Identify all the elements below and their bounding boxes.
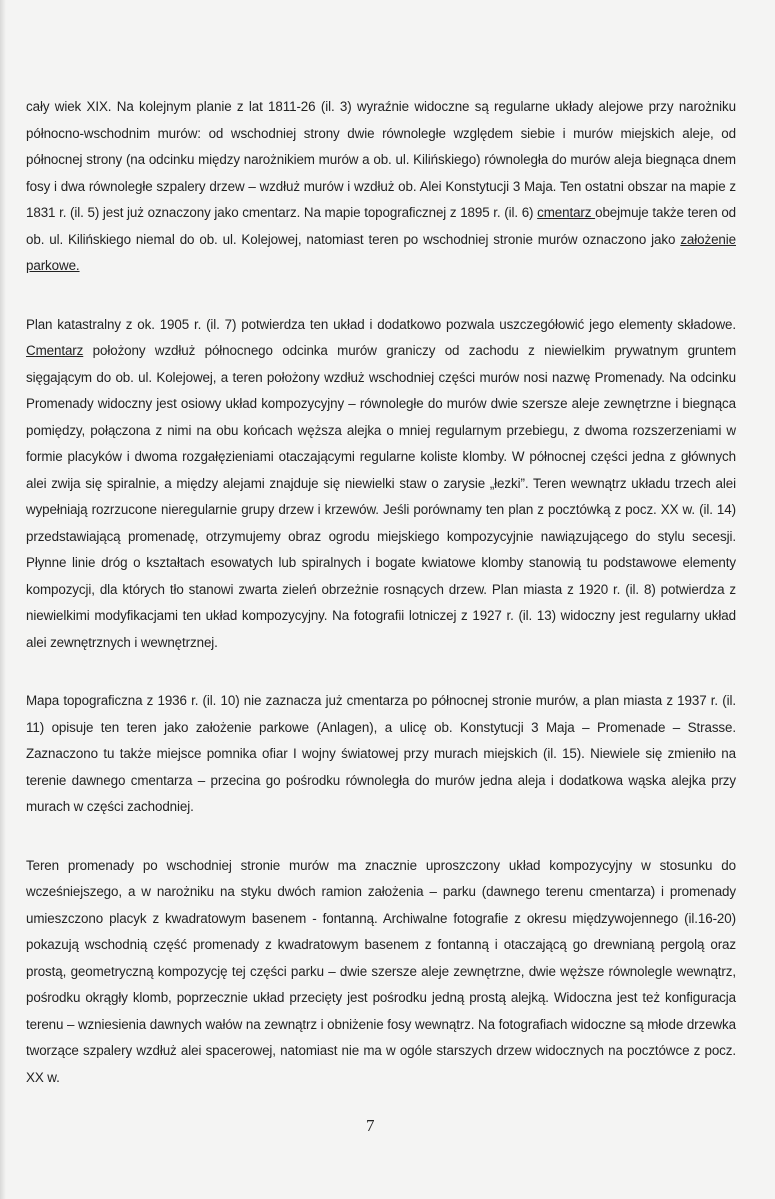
underlined-term-cmentarz-2: Cmentarz <box>26 343 84 358</box>
page-number: 7 <box>366 1116 375 1135</box>
page-edge-shadow <box>0 0 6 1199</box>
paragraph-4-text: Teren promenady po wschodniej stronie murów ma znacznie uproszczony układ kompozycyjny w stosunku do wcześniejszego, a w narożniku na styku dwóch ramion założenia – parku (dawnego terenu cmentarza) i promenady umieszczono placyk z kwadratowym basenem - fontanną. Archiwalne fotografie z okresu międzywojennego (il.16-20) pokazują wschodnią część promenady z kwadratowym basenem z fontanną i otaczającą go drewnianą pergolą oraz prostą, geometryczną kompozycję tej części parku – dwie szersze aleje zewnętrzne, dwie węższe równolegle wewnątrz, pośrodku okrągły klomb, poprzecznie układ przecięty jest pośrodku jedną prostą alejką. Widoczna jest też konfiguracja terenu – wzniesienia dawnych wałów na zewnątrz i obniżenie fosy wewnątrz. Na fotografiach widoczne są młode drzewka tworzące szpalery wzdłuż alei spacerowej, natomiast nie ma w ogóle starszych drzew widocznych na pocztówce z pocz. XX w. <box>26 857 736 1085</box>
paragraph-2-text-b: położony wzdłuż północnego odcinka murów graniczy od zachodu z niewielkim prywatnym gruntem sięgającym do ob. ul. Kolejowej, a teren położony wzdłuż wschodniej części murów nosi nazwę Promenady. Na odcinku Promenady widoczny jest osiowy układ kompozycyjny – równoległe do murów dwie szersze aleje zewnętrzne i biegnąca pomiędzy, połączona z nimi na obu końcach węższa alejka o mniej regularnym przebiegu, z dwoma rozszerzeniami w formie placyków i dwoma rozgałęzieniami otaczającymi regularne koliste klomby. W północnej części jedna z głównych alei zwija się spiralnie, a między alejami znajduje się niewielki staw o zarysie „łezki”. Teren wewnątrz układu trzech alei wypełniają rozrzucone nieregularnie grupy drzew i krzewów. Jeśli porównamy ten plan z pocztówką z pocz. XX w. (il. 14) przedstawiającą promenadę, otrzymujemy obraz ogrodu miejskiego kompozycyjnie nawiązującego do stylu secesji. Płynne linie dróg o kształtach esowatych lub spiralnych i bogate kwiatowe klomby stanowią tu podstawowe elementy kompozycji, dla których tło stanowi zwarta zieleń obrzeżnie rosnących drzew. Plan miasta z 1920 r. (il. 8) potwierdza z niewielkimi modyfikacjami ten układ kompozycyjny. Na fotografii lotniczej z 1927 r. (il. 13) widoczny jest regularny układ alei zewnętrznych i wewnętrznej. <box>26 343 736 650</box>
paragraph-1-text-a: cały wiek XIX. Na kolejnym planie z lat 1811-26 (il. 3) wyraźnie widoczne są regularne układy alejowe przy narożniku północno-wschodnim murów: od wschodniej strony dwie równoległe względem siebie i murów miejskich aleje, od północnej strony (na odcinku między narożnikiem murów a ob. ul. Kilińskiego) równoległa do murów aleja biegnąca dnem fosy i dwa równoległe szpalery drzew – wzdłuż murów i wzdłuż ob. Alei Konstytucji 3 Maja. Ten ostatni obszar na mapie z 1831 r. (il. 5) jest już oznaczony jako cmentarz. Na mapie topograficznej z 1895 r. (il. 6) <box>26 99 736 220</box>
paragraph-2 <box>26 312 736 657</box>
paragraph-3 <box>26 688 736 821</box>
paragraph-1-text-b: obejmuje także teren od ob. ul. Kilińskiego niemal do ob. ul. Kolejowej, natomiast teren po wschodniej stronie murów oznaczono jako <box>26 205 737 247</box>
body-text <box>26 94 736 1123</box>
paragraph-4 <box>26 853 736 1092</box>
paragraph-1 <box>26 94 736 280</box>
underlined-term-cmentarz: cmentarz <box>537 205 596 220</box>
underlined-term-zalozenie-parkowe: założenie parkowe. <box>26 231 736 273</box>
paragraph-3-text: Mapa topograficzna z 1936 r. (il. 10) nie zaznacza już cmentarza po północnej stronie murów, a plan miasta z 1937 r. (il. 11) opisuje ten teren jako założenie parkowe (Anlagen), a ulicę ob. Konstytucji 3 Maja – Promenade – Strasse. Zaznaczono tu także miejsce pomnika ofiar I wojny światowej przy murach miejskich (il. 15). Niewiele się zmieniło na terenie dawnego cmentarza – przecina go pośrodku równoległa do murów jedna aleja i dodatkowa wąska alejka przy murach w części zachodniej. <box>26 693 736 814</box>
paragraph-2-text-a: Plan katastralny z ok. 1905 r. (il. 7) potwierdza ten układ i dodatkowo pozwala uszczegółowić jego elementy składowe. <box>26 316 736 332</box>
